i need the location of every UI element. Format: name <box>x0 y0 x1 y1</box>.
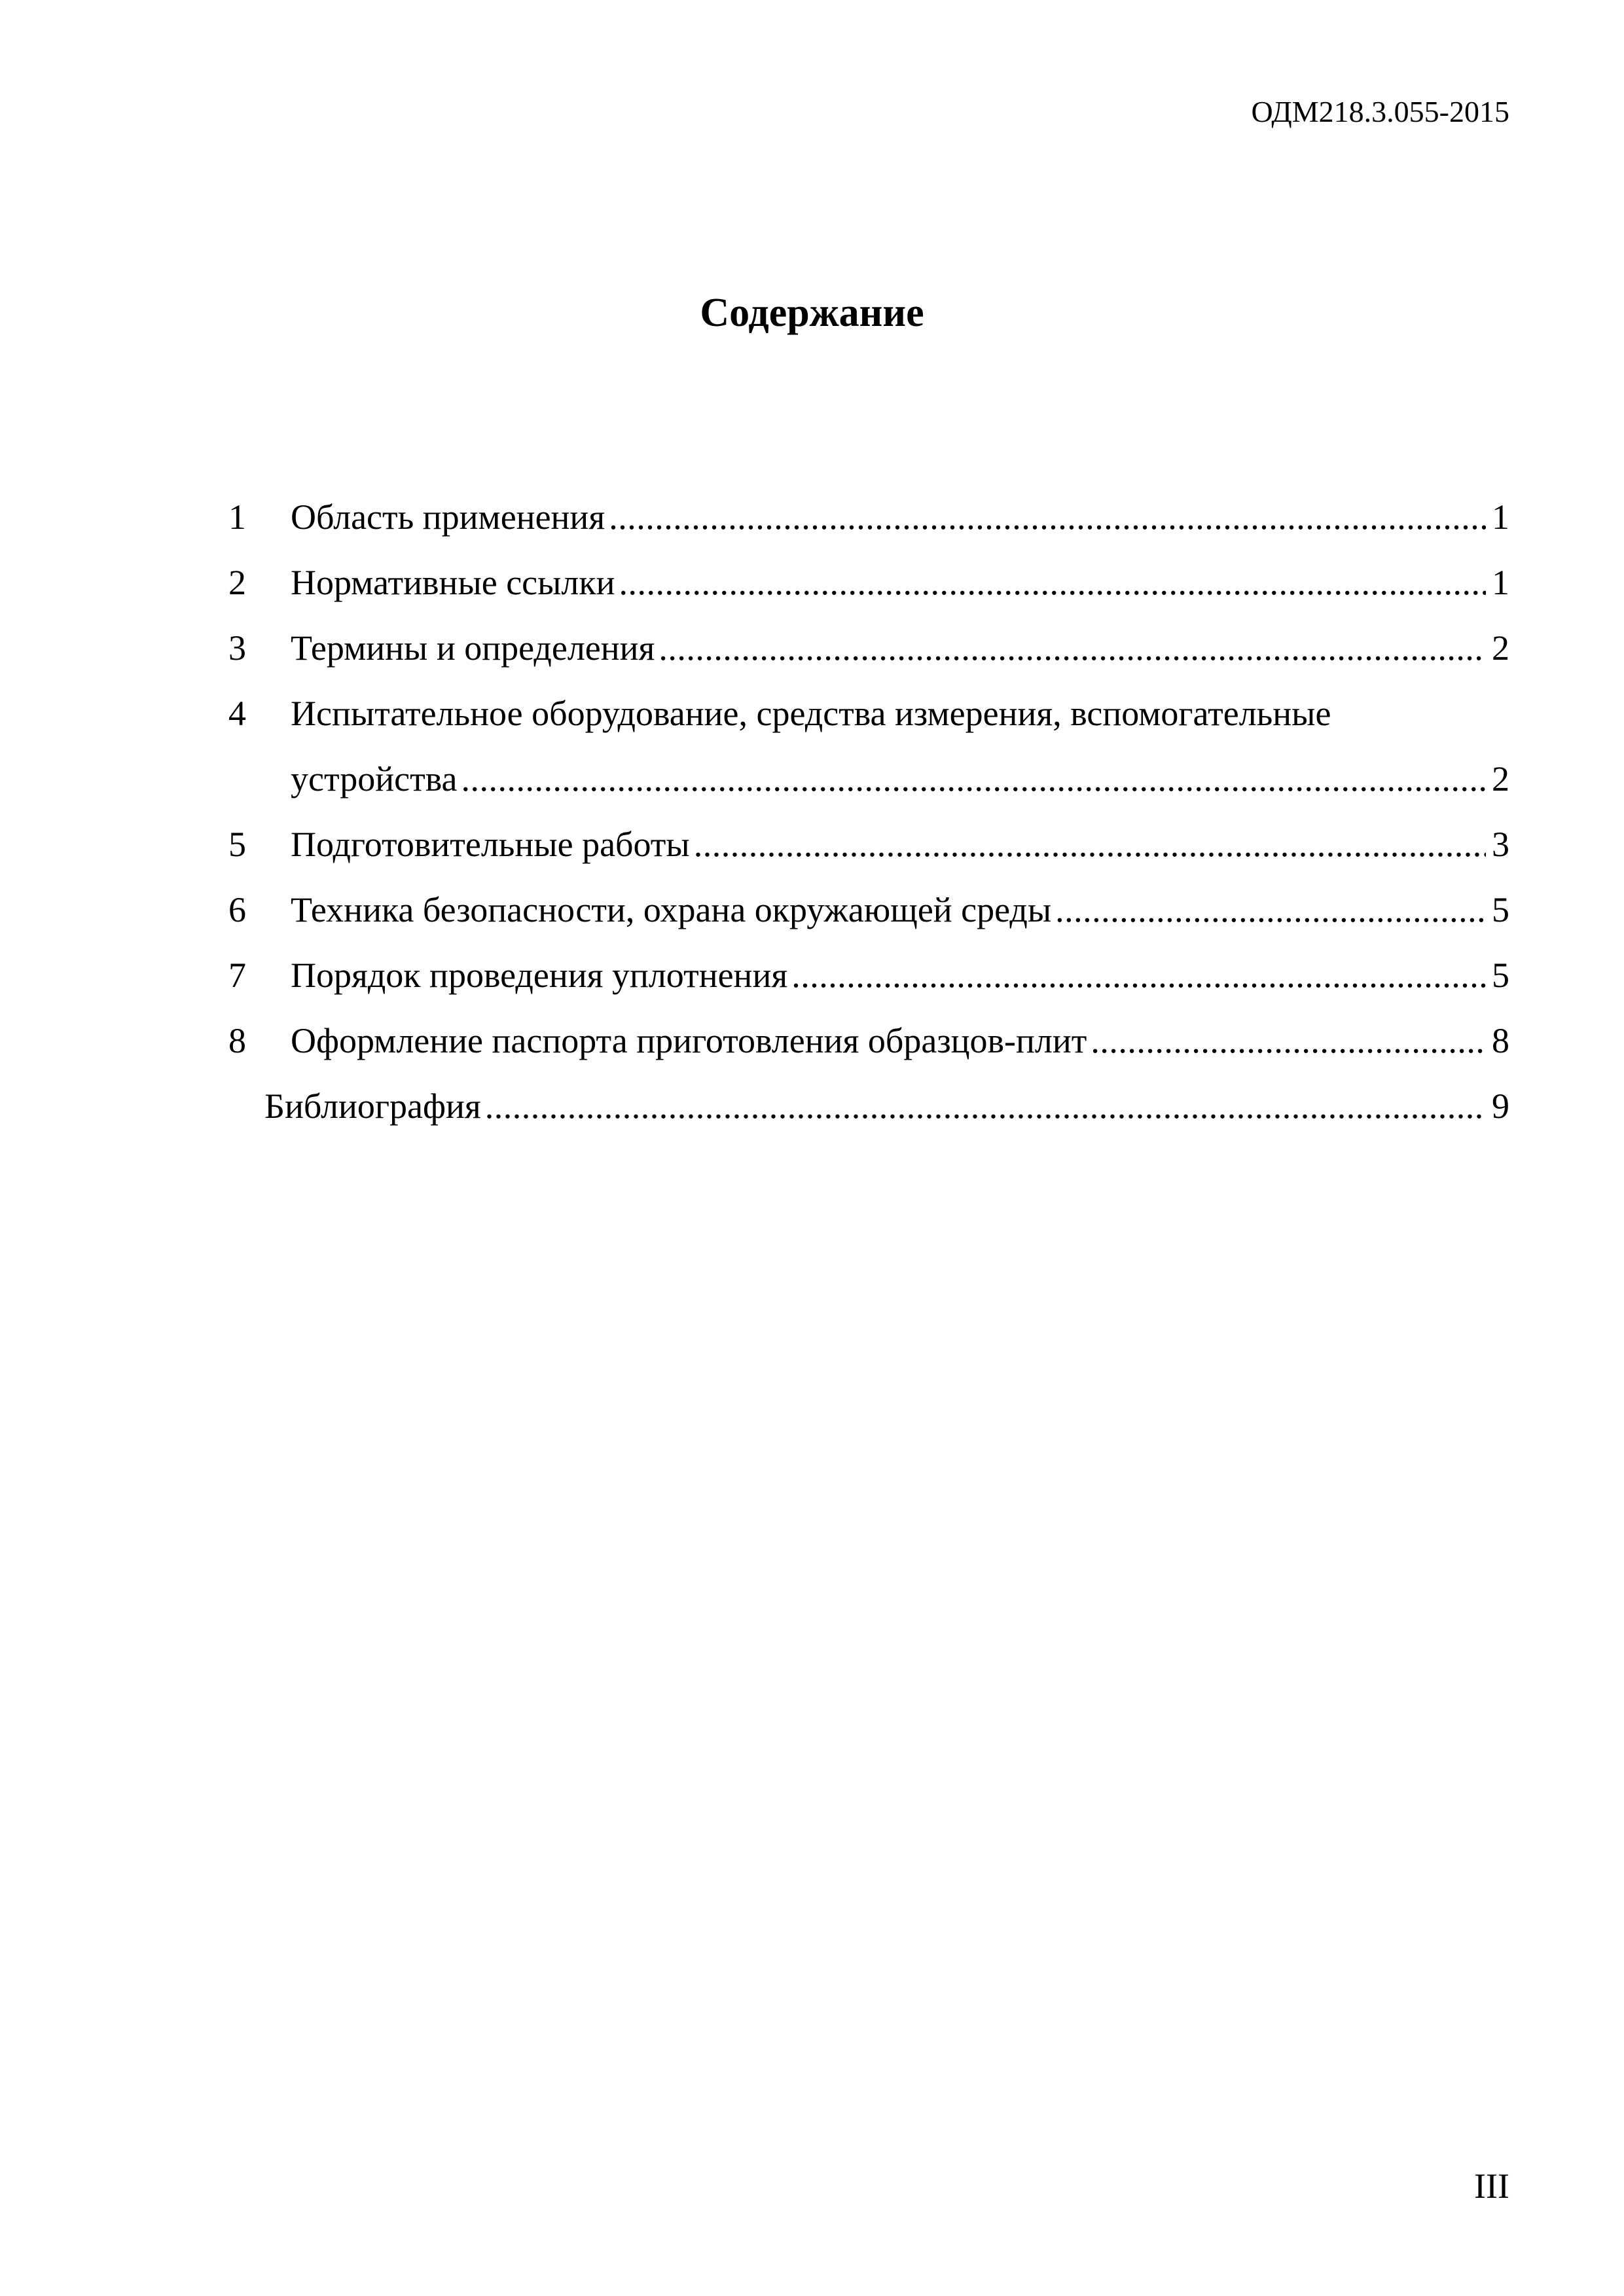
toc-item-label: Техника безопасности, охрана окружающей среды <box>291 890 1052 929</box>
toc-item-page: 2 <box>1492 628 1509 668</box>
toc-item-number: 8 <box>228 1021 246 1060</box>
toc-item-number: 5 <box>228 825 246 864</box>
toc-item-label-line2: устройства <box>291 759 458 798</box>
toc-item-1[interactable] <box>228 484 1509 550</box>
toc-title: Содержание <box>700 291 924 335</box>
toc-leader-dots <box>461 746 1486 812</box>
toc-item-number: 3 <box>228 628 246 668</box>
toc-item-number: 7 <box>228 956 246 995</box>
toc-leader-dots <box>694 812 1486 877</box>
toc-item-number: 6 <box>228 890 246 929</box>
toc-item-bibliography[interactable] <box>228 1073 1509 1139</box>
toc-leader-dots <box>791 942 1486 1008</box>
toc-item-page: 1 <box>1492 497 1509 537</box>
toc-leader-dots <box>619 550 1487 615</box>
toc-item-8[interactable] <box>228 1008 1509 1073</box>
toc-leader-dots <box>659 615 1486 681</box>
toc-item-label: Оформление паспорта приготовления образцов-плит <box>291 1021 1087 1060</box>
toc-item-number: 4 <box>228 694 246 733</box>
toc-item-3[interactable] <box>228 615 1509 681</box>
toc-item-label-line1: Испытательное оборудование, средства измерения, вспомогательные <box>291 694 1331 733</box>
toc-item-page: 3 <box>1492 825 1509 864</box>
toc-item-label: Область применения <box>291 497 605 537</box>
toc-leader-dots <box>485 1073 1486 1139</box>
toc-item-number: 2 <box>228 563 246 602</box>
toc-leader-dots <box>1091 1008 1486 1073</box>
toc-item-page: 1 <box>1492 563 1509 602</box>
toc-item-page: 9 <box>1492 1086 1509 1126</box>
toc-item-number: 1 <box>228 497 246 537</box>
toc-item-label: Порядок проведения уплотнения <box>291 956 788 995</box>
toc-leader-dots <box>1055 877 1486 942</box>
toc-leader-dots <box>609 484 1486 550</box>
toc-item-label: Термины и определения <box>291 628 655 668</box>
toc-item-4[interactable] <box>228 681 1509 812</box>
toc-item-5[interactable] <box>228 812 1509 877</box>
toc-item-2[interactable] <box>228 550 1509 615</box>
toc-item-label: Подготовительные работы <box>291 825 690 864</box>
toc-item-label: Библиография <box>264 1086 481 1126</box>
toc-item-page: 5 <box>1492 890 1509 929</box>
document-code: ОДМ218.3.055-2015 <box>1251 95 1509 128</box>
toc-item-page: 2 <box>1492 759 1509 798</box>
toc-item-7[interactable] <box>228 942 1509 1008</box>
toc-item-page: 8 <box>1492 1021 1509 1060</box>
toc-item-label: Нормативные ссылки <box>291 563 615 602</box>
table-of-contents <box>228 484 1509 1139</box>
toc-item-page: 5 <box>1492 956 1509 995</box>
page-number: III <box>1474 2166 1509 2206</box>
toc-item-6[interactable] <box>228 877 1509 942</box>
